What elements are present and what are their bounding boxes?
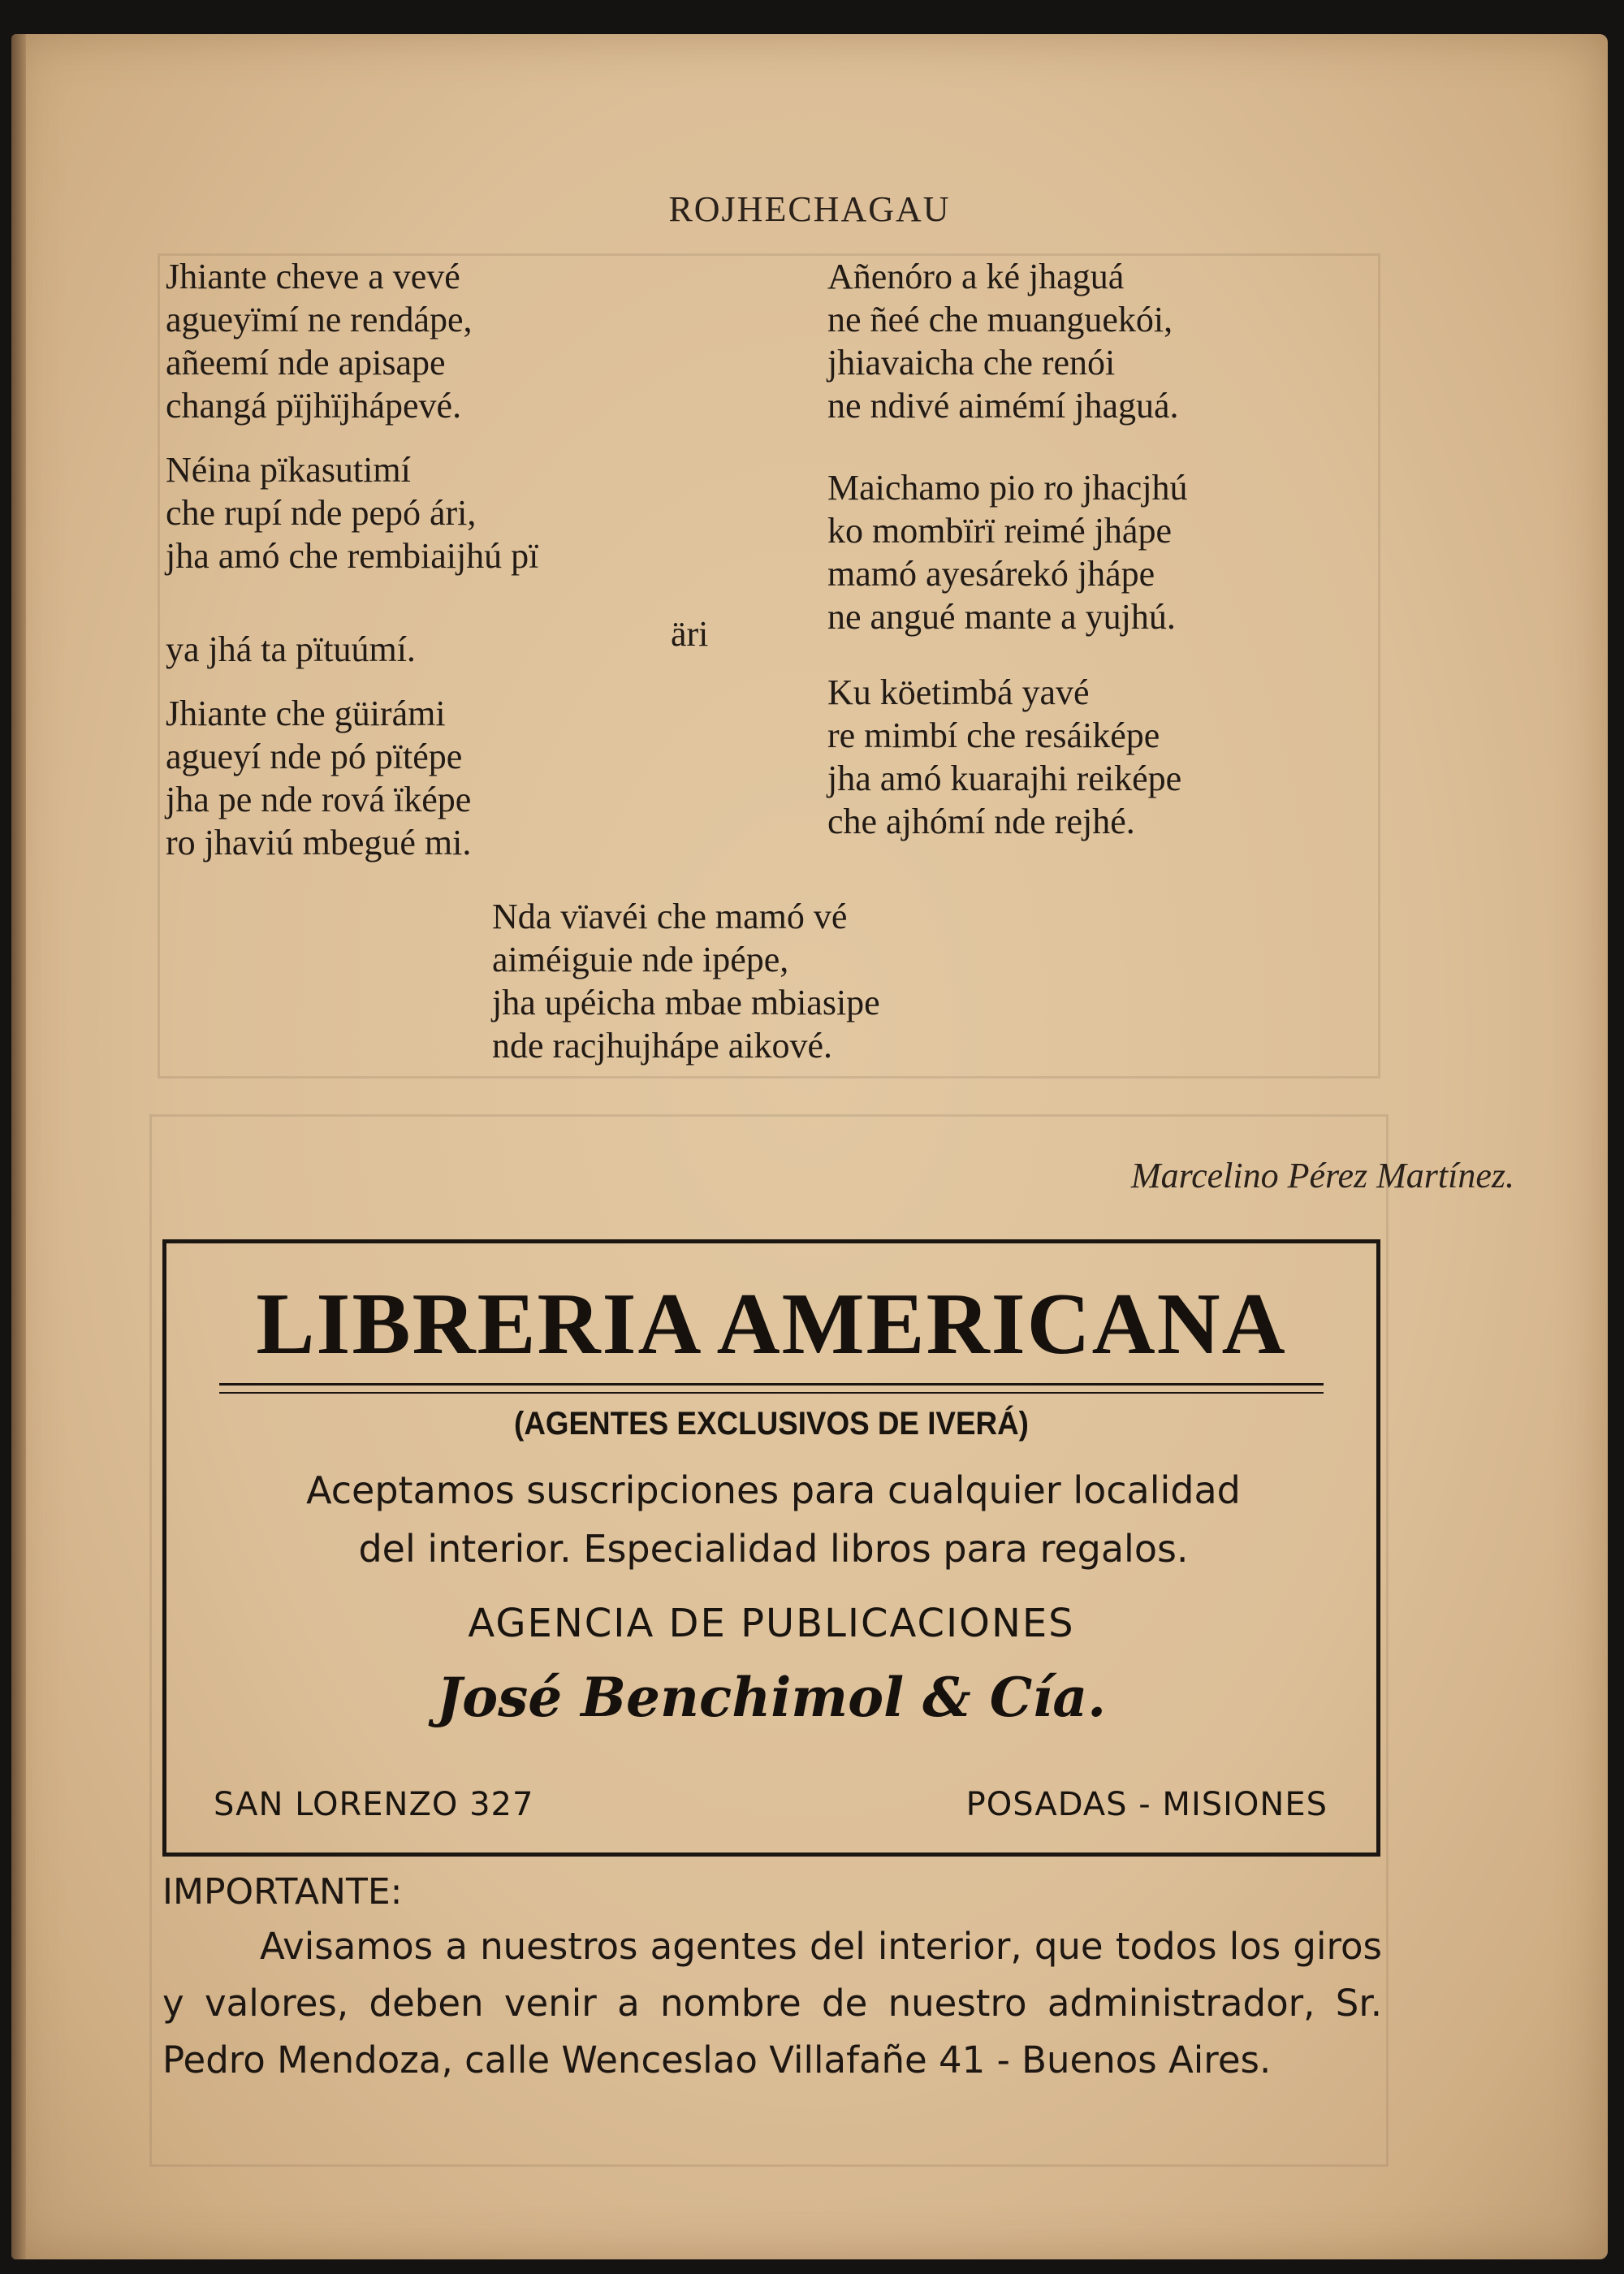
verse-line: Ku köetimbá yavé xyxy=(827,672,1090,712)
verse-line: aiméiguie nde ipépe, xyxy=(492,940,789,979)
verse-line: nde racjhujhápe aikové. xyxy=(492,1026,833,1066)
verse-line: che ajhómí nde rejhé. xyxy=(827,802,1135,841)
poem-stanza xyxy=(827,466,1412,638)
page-gutter xyxy=(11,34,26,2259)
poem-stanza xyxy=(166,692,750,864)
verse-line: agueyïmí ne rendápe, xyxy=(166,300,473,339)
verse-line: changá pïjhïjhápevé. xyxy=(166,386,462,426)
verse-line: Maichamo pio ro jhacjhú xyxy=(827,468,1188,508)
verse-line: añeemí nde apisape xyxy=(166,343,446,383)
ad-body-line: Aceptamos suscripciones para cualquier localidad xyxy=(306,1468,1241,1512)
verse-line: jha upéicha mbae mbiasipe xyxy=(492,983,880,1022)
poem-stanza xyxy=(166,255,750,427)
bookstore-advertisement xyxy=(162,1239,1380,1857)
poem-stanza xyxy=(827,671,1412,843)
verse-line: jha amó kuarajhi reiképe xyxy=(827,759,1182,798)
poem-right-column xyxy=(827,255,1412,864)
verse-line: agueyí nde pó pïtépe xyxy=(166,737,463,776)
verse-line: Néina pïkasutimí xyxy=(166,450,411,490)
ad-rule xyxy=(219,1383,1324,1386)
poem-final-stanza xyxy=(492,895,1142,1067)
verse-line: re mimbí che resáiképe xyxy=(827,715,1160,755)
poem-stanza xyxy=(827,255,1412,427)
verse-line: jha amó che rembiaijhú pï xyxy=(166,536,539,576)
verse-line: che rupí nde pepó ári, xyxy=(166,493,477,533)
poem-left-column xyxy=(166,255,750,885)
verse-line: ko mombïrï reimé jhápe xyxy=(827,511,1172,551)
verse-overflow-word: äri xyxy=(671,614,709,654)
ad-body xyxy=(215,1461,1332,1578)
ad-company-name: José Benchimol & Cía. xyxy=(436,1666,1107,1729)
verse-line: jhiavaicha che renói xyxy=(827,343,1116,383)
verse-line: Jhiante cheve a vevé xyxy=(166,257,460,296)
magazine-page xyxy=(11,34,1608,2259)
notice-label: IMPORTANTE: xyxy=(162,1871,403,1913)
verse-line: ro jhaviú mbegué mi. xyxy=(166,823,472,862)
ad-rule xyxy=(219,1392,1324,1394)
verse-line: Nda vïavéi che mamó vé xyxy=(492,897,848,936)
verse-line: jha pe nde rová ïképe xyxy=(166,780,472,819)
verse-line: ne ndivé aimémí jhaguá. xyxy=(827,386,1179,426)
poem-stanza xyxy=(166,448,750,671)
poem-author: Marcelino Pérez Martínez. xyxy=(1130,1156,1514,1195)
verse-line: Jhiante che güirámi xyxy=(166,694,446,733)
verse-line: Añenóro a ké jhaguá xyxy=(827,257,1125,296)
verse-line: ne ñeé che muanguekói, xyxy=(827,300,1173,339)
ad-agency: AGENCIA DE PUBLICACIONES xyxy=(468,1601,1075,1646)
ad-address: SAN LORENZO 327 xyxy=(214,1786,534,1823)
ad-title: LIBRERIA AMERICANA xyxy=(256,1276,1287,1373)
ad-body-line: del interior. Especialidad libros para regalos. xyxy=(358,1527,1189,1571)
verse-line: mamó ayesárekó jhápe xyxy=(827,554,1155,594)
notice-body: Avisamos a nuestros agentes del interior, que todos los giros y valores, deben venir a nombre de nuestro administrador, Sr. Pedro Mendoza, calle Wenceslao Villafañe 41 - Buenos Aires. xyxy=(162,1925,1382,2082)
ad-subtitle: (AGENTES EXCLUSIVOS DE IVERÁ) xyxy=(514,1406,1029,1442)
verse-line: ne angué mante a yujhú. xyxy=(827,597,1176,637)
running-head: ROJHECHAGAU xyxy=(668,189,951,229)
ad-city: POSADAS - MISIONES xyxy=(965,1786,1328,1823)
verse-line: ya jhá ta pïtuúmí. xyxy=(166,629,416,669)
